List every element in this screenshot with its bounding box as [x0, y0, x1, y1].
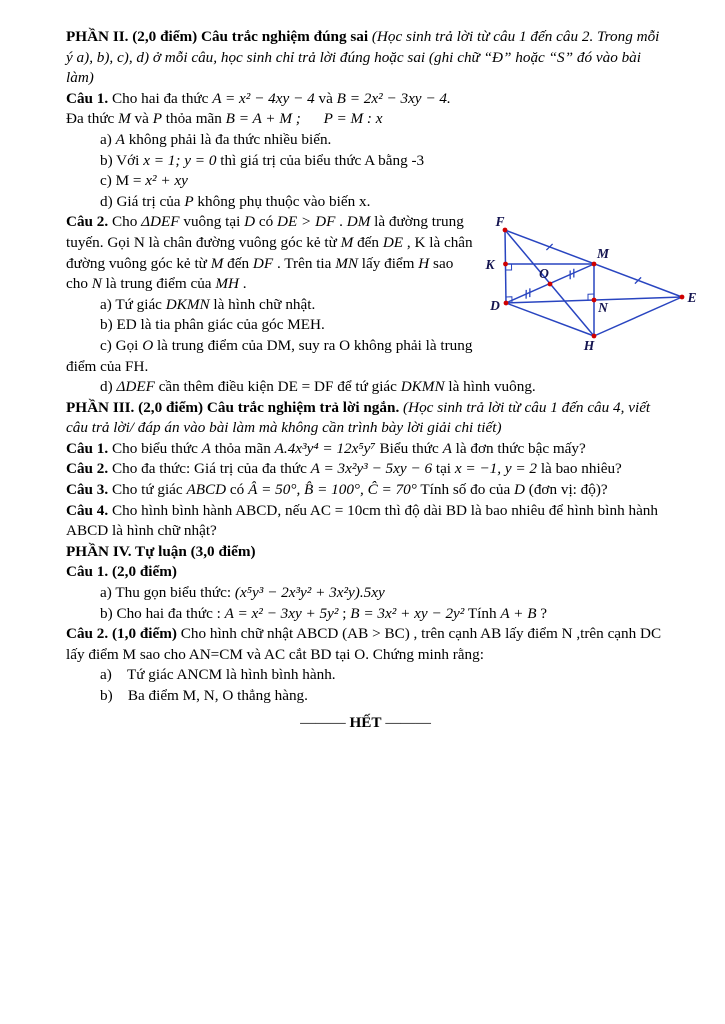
text-run: ?: [536, 604, 548, 622]
text-run: là đơn thức bậc mấy?: [451, 439, 586, 457]
math-run: D: [244, 213, 256, 231]
phan4-heading: [66, 542, 665, 563]
text-run: b) Cho hai đa thức :: [100, 604, 225, 622]
text-run: Cho hình chữ nhật ABCD (AB > BC) , trên cạnh AB lấy điểm N ,trên cạnh DC lấy điểm M sao cho AN=CM và AC cắt BD tại O. Chứng minh rằng:: [66, 625, 662, 663]
text-run: là trung điểm của: [101, 275, 216, 293]
text-run: a) Tứ giác ANCM là hình bình hành.: [100, 666, 336, 684]
text-run: thỏa mãn: [161, 110, 226, 128]
point-D: [504, 301, 509, 306]
p2-cau1-intro: [66, 89, 665, 110]
text-run: , K là chân đường vuông góc kẻ từ: [66, 233, 473, 272]
text-run: HẾT: [349, 713, 382, 731]
text-run: PHẦN IV. Tự luận (3,0 điểm): [66, 542, 256, 560]
p2-cau2-c: [66, 336, 478, 377]
math-run: (x⁵y³ − 2x³y² + 3x²y).5xy: [234, 584, 385, 602]
text-run: ;: [338, 604, 351, 622]
text-run: (đơn vị: độ)?: [524, 481, 608, 499]
footer-het: [66, 713, 665, 734]
text-run: Tính: [464, 604, 501, 622]
geometry-figure: [474, 214, 718, 368]
text-run: Câu 1. (2,0 điểm): [66, 563, 177, 581]
p3-cau2: [66, 459, 665, 480]
phan3-heading: [66, 398, 665, 439]
math-run: M: [210, 254, 224, 272]
text-run: Tính số đo của: [416, 481, 515, 499]
math-run: A = 3x²y³ − 5xy − 6: [310, 460, 433, 478]
math-run: MN: [335, 254, 358, 272]
p4-cau2-b: [100, 686, 665, 707]
math-run: M: [340, 233, 354, 251]
phan2-heading: [66, 27, 665, 89]
text-run: ———: [381, 713, 431, 731]
segment-DF: [505, 230, 506, 303]
text-run: có: [255, 213, 278, 231]
point-label-D: D: [490, 298, 500, 313]
math-run: A = x² − 3xy + 5y²: [224, 604, 339, 622]
math-run: M: [118, 110, 131, 128]
text-run: là trung điểm của DM, suy ra O không phải là trung điểm của FH.: [66, 336, 473, 375]
p2-cau1-b: [100, 151, 665, 172]
text-run: PHẦN II. (2,0 điểm) Câu trắc nghiệm đúng sai: [66, 28, 372, 45]
math-run: A.4x³y⁴ = 12x⁵y⁷: [274, 439, 376, 457]
p4-cau1-heading: [66, 562, 665, 583]
math-run: x = −1, y = 2: [454, 460, 538, 478]
p2-cau1-d: [100, 192, 665, 213]
text-run: Cho đa thức: Giá trị của đa thức: [108, 460, 311, 478]
p4-cau1-a: [100, 583, 665, 604]
math-run: ΔDEF: [141, 213, 180, 231]
math-run: DE: [382, 233, 404, 251]
text-run: sao cho: [66, 254, 454, 293]
text-run: . Trên tia: [273, 254, 336, 272]
math-run: O: [142, 336, 154, 354]
math-run: A = x² − 4xy − 4: [212, 89, 315, 107]
exam-text-content: [66, 27, 665, 733]
text-run: Cho hai đa thức: [108, 89, 213, 107]
point-label-F: F: [495, 214, 505, 229]
math-run: MH: [215, 275, 239, 293]
text-run: thì giá trị của biểu thức A bằng -3: [216, 151, 425, 169]
math-run: DF: [252, 254, 274, 272]
text-run: Câu 2. (1,0 điểm): [66, 625, 177, 643]
point-label-N: N: [598, 300, 608, 315]
p3-cau4: [66, 501, 665, 542]
text-run: (Học sinh trả lời từ câu 1 đến câu 4, viết câu trả lời/ đáp án vào bài làm mà không cần trình bày lời giải chi tiết): [66, 398, 651, 437]
text-run: a) Thu gọn biểu thức:: [100, 584, 235, 602]
math-run: A: [115, 130, 125, 148]
text-run: Cho tứ giác: [108, 481, 187, 499]
text-run: PHẦN III. (2,0 điểm) Câu trắc nghiệm trả lời ngắn.: [66, 398, 404, 416]
math-run: Â = 50°, B̂ = 100°, Ĉ = 70°: [248, 481, 417, 499]
text-run: ———: [300, 713, 350, 731]
text-run: đến: [223, 254, 253, 272]
text-run: Biểu thức: [375, 439, 443, 457]
text-run: Cho hình bình hành ABCD, nếu AC = 10cm thì độ dài BD là bao nhiêu để hình bình hành ABCD là hình chữ nhật?: [66, 501, 658, 540]
math-run: x = 1; y = 0: [143, 151, 217, 169]
math-run: H: [418, 254, 430, 272]
math-run: DKMN: [400, 378, 445, 396]
point-label-K: K: [485, 257, 495, 272]
p4-cau2-intro: [66, 624, 665, 665]
text-run: c) M =: [100, 172, 146, 190]
text-run: .: [335, 213, 347, 231]
p2-cau1-c: [100, 171, 665, 192]
math-run: DE > DF: [277, 213, 336, 231]
text-run: là hình chữ nhật.: [209, 295, 316, 313]
math-run: A: [442, 439, 452, 457]
point-label-M: M: [596, 246, 610, 261]
text-run: Câu 1.: [66, 439, 109, 457]
text-run: là bao nhiêu?: [537, 460, 622, 478]
text-run: là đường trung tuyến. Gọi N là chân đường vuông góc kẻ từ: [66, 213, 464, 251]
point-K: [503, 262, 508, 267]
text-run: thỏa mãn: [210, 439, 275, 457]
text-run: có: [226, 481, 249, 499]
math-run: B = 2x² − 3xy − 4.: [336, 89, 451, 107]
text-run: a) Tứ giác: [100, 295, 166, 313]
text-run: không phải là đa thức nhiều biến.: [124, 130, 332, 148]
p4-cau1-b: [100, 604, 665, 625]
point-N: [592, 298, 597, 303]
text-run: Cho biểu thức: [108, 439, 202, 457]
math-run: A + B: [500, 604, 537, 622]
text-run: là hình vuông.: [444, 378, 536, 396]
math-run: x² + xy: [145, 172, 188, 190]
math-run: D: [514, 481, 525, 499]
text-run: .: [238, 275, 247, 293]
math-run: P = M : x: [323, 110, 383, 128]
text-run: không phụ thuộc vào biến x.: [193, 192, 371, 210]
text-run: lấy điểm: [357, 254, 419, 272]
p2-cau1-a: [100, 130, 665, 151]
text-run: a): [100, 130, 116, 148]
point-E: [680, 295, 685, 300]
math-run: DM: [346, 213, 371, 231]
text-run: c) Gọi: [100, 336, 143, 354]
point-label-E: E: [687, 290, 697, 305]
p4-cau2-a: [100, 665, 665, 686]
p2-cau1-line2: [66, 109, 665, 130]
text-run: và: [130, 110, 153, 128]
point-O: [548, 282, 553, 287]
p3-cau3: [66, 480, 665, 501]
p2-cau2-intro: [66, 212, 474, 294]
text-run: tại: [432, 460, 455, 478]
math-run: B = 3x² + xy − 2y²: [350, 604, 465, 622]
text-run: vuông tại: [179, 213, 245, 231]
text-run: (Học sinh trả lời từ câu 1 đến câu 2. Trong mỗi ý a), b), c), d) ở mỗi câu, học sinh chỉ trả lời đúng hoặc sai (ghi chữ “Đ” hoặc “S” đó vào bài làm): [66, 28, 660, 87]
text-run: d) Giá trị của: [100, 192, 185, 210]
point-label-H: H: [583, 338, 595, 353]
p2-cau2-d: [100, 377, 665, 398]
math-run: P: [184, 192, 194, 210]
text-run: Cho: [108, 213, 142, 231]
text-run: cần thêm điều kiện DE = DF để tứ giác: [154, 378, 401, 396]
text-run: và: [314, 89, 337, 107]
math-run: ABCD: [186, 481, 227, 499]
math-run: N: [91, 275, 102, 293]
math-run: A: [201, 439, 211, 457]
text-run: Câu 3.: [66, 481, 109, 499]
text-run: [301, 110, 324, 127]
text-run: Câu 4.: [66, 501, 109, 519]
math-run: P: [152, 110, 162, 128]
text-run: Câu 2.: [66, 213, 109, 231]
point-label-O: O: [539, 266, 549, 281]
geometry-diagram-svg: [474, 214, 718, 368]
text-run: b) Với: [100, 151, 144, 169]
text-run: Đa thức: [66, 110, 119, 128]
text-run: b) ED là tia phân giác của góc MEH.: [100, 316, 325, 334]
math-run: B = A + M ;: [225, 110, 301, 128]
text-run: d): [100, 378, 117, 396]
text-run: Câu 1.: [66, 89, 109, 107]
point-M: [592, 262, 597, 267]
text-run: b) Ba điểm M, N, O thẳng hàng.: [100, 687, 308, 704]
math-run: DKMN: [165, 295, 210, 313]
math-run: ΔDEF: [116, 378, 155, 396]
p3-cau1: [66, 439, 665, 460]
text-run: đến: [353, 233, 383, 251]
text-run: Câu 2.: [66, 460, 109, 478]
